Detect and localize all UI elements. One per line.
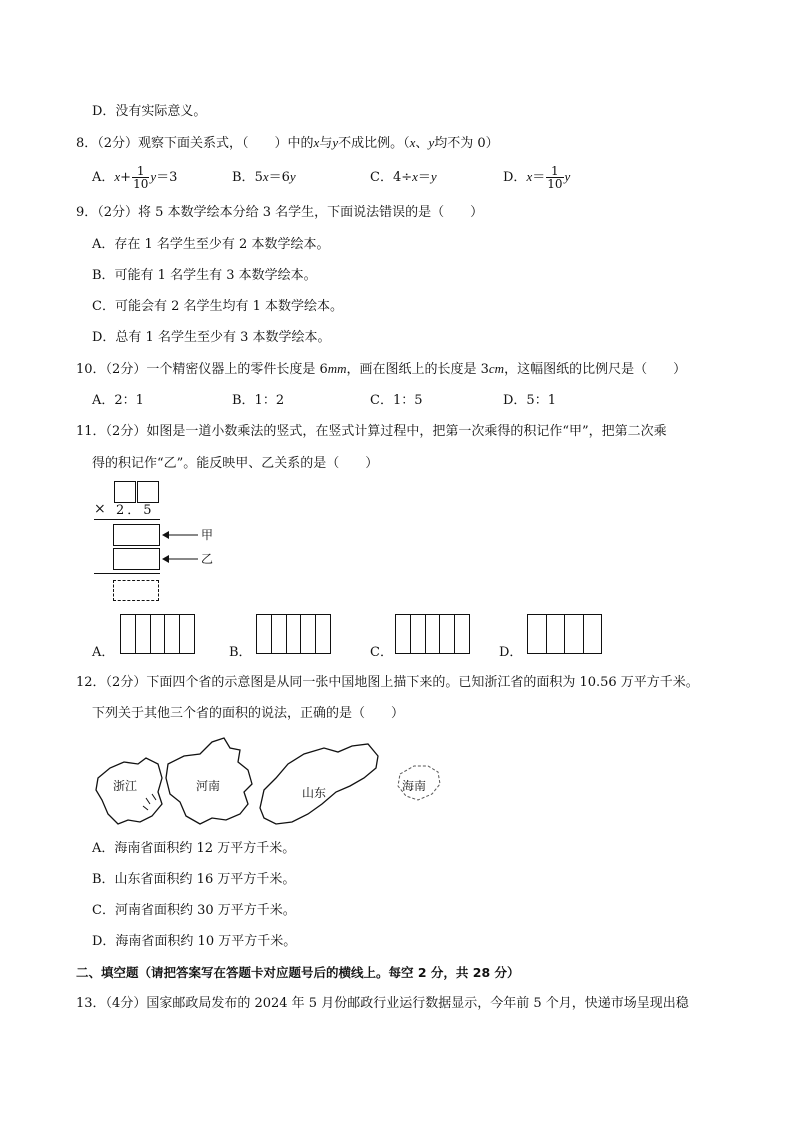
q9-option-d: D．总有 1 名学生至少有 3 本数学绘本。: [92, 330, 331, 345]
q8-a-fraction: $\frac{1}{10}$: [133, 164, 149, 191]
rule-line: [94, 573, 160, 574]
q11-stem-line1: 11．（2分）如图是一道小数乘法的竖式，在竖式计算过程中，把第一次乘得的积记作“甲”，把第二次乘: [76, 424, 667, 439]
q9-option-a: A．存在 1 名学生至少有 2 本数学绘本。: [92, 237, 330, 252]
q9-option-c: C．可能会有 2 名学生均有 1 本数学绘本。: [92, 299, 344, 314]
result-box: [113, 580, 159, 601]
arrows: [160, 526, 200, 570]
bar-segment: [584, 615, 602, 653]
province-maps: [88, 734, 448, 834]
q12-option-b: B．山东省面积约 16 万平方千米。: [92, 872, 296, 887]
q10-option-b: B．1：2: [232, 393, 285, 408]
bar-segment: [287, 615, 302, 653]
q9-stem: 9．（2分）将 5 本数学绘本分给 3 名学生，下面说法错误的是（ ）: [76, 205, 484, 220]
q8-option-d: D．x＝ $\frac{1}{10}$ y: [503, 164, 571, 191]
product-box-jia: [113, 524, 160, 546]
product-box-yi: [113, 548, 160, 570]
map-label-shandong: 山东: [302, 786, 327, 800]
digit-box: [137, 481, 159, 503]
q11-stem-line2: 得的积记作“乙”。能反映甲、乙关系的是（ ）: [92, 456, 379, 471]
label-jia: 甲: [201, 528, 214, 542]
q11-option-a-label: A．: [92, 645, 115, 660]
q12-stem-line2: 下列关于其他三个省的面积的说法，正确的是（ ）: [92, 706, 405, 721]
q13-stem-line1: 13．（4分）国家邮政局发布的 2024 年 5 月份邮政行业运行数据显示，今年前 5 个月，快递市场呈现出稳: [76, 996, 689, 1011]
q12-option-d: D．海南省面积约 10 万平方千米。: [92, 934, 297, 949]
q12-option-c: C．河南省面积约 30 万平方千米。: [92, 903, 296, 918]
bar-segment: [121, 615, 136, 653]
section-heading: 二、填空题（请把答案写在答题卡对应题号后的横线上。每空 2 分，共 28 分）: [76, 965, 520, 980]
q11-option-c-label: C．: [370, 645, 393, 660]
bar-segment: [151, 615, 166, 653]
q11-option-b-label: B．: [229, 645, 252, 660]
bar-segment: [257, 615, 272, 653]
q10-option-c: C．1：5: [370, 393, 423, 408]
q12-stem-line1: 12．（2分）下面四个省的示意图是从同一张中国地图上描下来的。已知浙江省的面积为 10.56 万平方千米。: [76, 675, 699, 690]
q10-stem: 10．（2分）一个精密仪器上的零件长度是 6mm，画在图纸上的长度是 3cm，这幅图纸的比例尺是（ ）: [76, 361, 687, 377]
q8-option-c: C．4÷x＝y: [370, 169, 437, 185]
map-label-henan: 河南: [196, 779, 221, 793]
q11-option-a-bar: [120, 614, 195, 654]
bar-segment: [165, 615, 180, 653]
q8-stem: 8．（2分）观察下面关系式，（ ）中的x与y不成比例。（x、y均不为 0）: [76, 135, 499, 151]
label-yi: 乙: [201, 552, 214, 566]
bar-segment: [455, 615, 469, 653]
bar-segment: [411, 615, 426, 653]
map-label-zhejiang: 浙江: [113, 779, 138, 793]
q11-option-c-bar: [395, 614, 470, 654]
q11-option-d-bar: [527, 614, 602, 654]
digit-box: [114, 481, 136, 503]
bar-segment: [440, 615, 455, 653]
bar-segment: [272, 615, 287, 653]
q11-option-b-bar: [256, 614, 331, 654]
q7-option-d: D．没有实际意义。: [92, 104, 207, 119]
bar-segment: [528, 615, 547, 653]
bar-segment: [180, 615, 194, 653]
bar-segment: [136, 615, 151, 653]
q9-option-b: B．可能有 1 名学生有 3 本数学绘本。: [92, 268, 317, 283]
q10-option-d: D．5：1: [503, 393, 556, 408]
bar-segment: [301, 615, 316, 653]
bar-segment: [316, 615, 330, 653]
map-label-hainan: 海南: [402, 779, 427, 793]
q8-d-fraction: $\frac{1}{10}$: [547, 164, 563, 191]
bar-segment: [565, 615, 584, 653]
bar-segment: [547, 615, 566, 653]
q12-option-a: A．海南省面积约 12 万平方千米。: [92, 841, 296, 856]
rule-line: [94, 519, 160, 520]
times-sign: ×: [94, 501, 106, 517]
bar-segment: [426, 615, 441, 653]
multiplier-value: 2．5: [116, 503, 155, 518]
q8-option-a: A．x+ $\frac{1}{10}$ y＝3: [92, 164, 178, 191]
q10-option-a: A．2：1: [92, 393, 144, 408]
bar-segment: [396, 615, 411, 653]
q8-option-b: B．5x＝6y: [232, 169, 296, 185]
q11-option-d-label: D．: [499, 645, 523, 660]
